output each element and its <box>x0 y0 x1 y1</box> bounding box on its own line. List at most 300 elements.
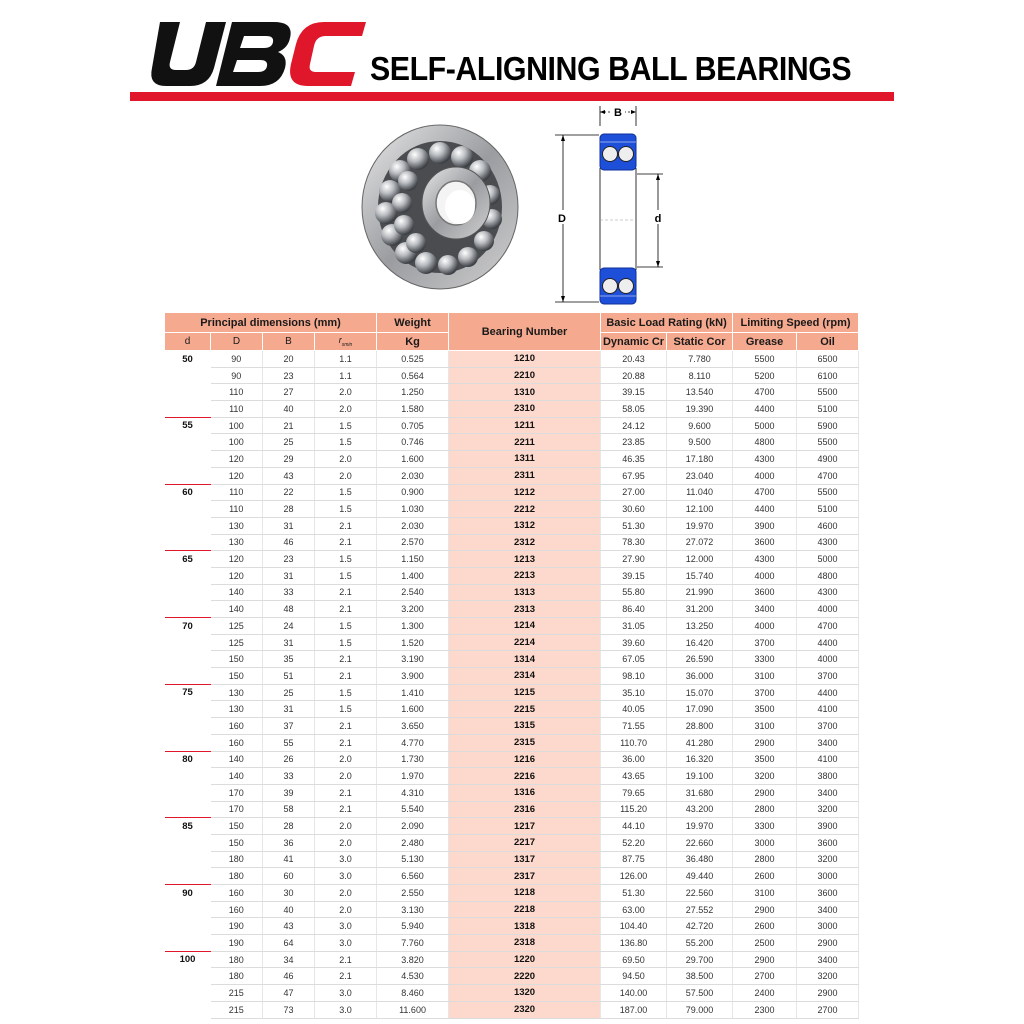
cell-r-smin: 2.1 <box>315 801 377 818</box>
cell-oil-speed: 3400 <box>797 901 859 918</box>
cell-bore-d: 60 <box>165 484 211 501</box>
cell-weight: 0.525 <box>377 351 449 368</box>
cell-bearing-number: 2317 <box>449 868 601 885</box>
table-row <box>165 751 859 768</box>
cell-outer-diameter: 100 <box>211 417 263 434</box>
cell-r-smin: 2.1 <box>315 668 377 685</box>
cell-outer-diameter: 215 <box>211 1001 263 1018</box>
cell-outer-diameter: 150 <box>211 818 263 835</box>
cell-bore-d <box>165 367 211 384</box>
cell-outer-diameter: 120 <box>211 467 263 484</box>
cell-bearing-number: 2313 <box>449 601 601 618</box>
cell-oil-speed: 4700 <box>797 618 859 635</box>
cell-static-cor: 28.800 <box>667 718 733 735</box>
cell-outer-diameter: 110 <box>211 384 263 401</box>
table-row <box>165 434 859 451</box>
cell-grease-speed: 3400 <box>733 601 797 618</box>
cell-width: 43 <box>263 467 315 484</box>
cell-outer-diameter: 125 <box>211 634 263 651</box>
cell-width: 23 <box>263 551 315 568</box>
cell-dynamic-cr: 78.30 <box>601 534 667 551</box>
cell-grease-speed: 4400 <box>733 501 797 518</box>
header-grease: Grease <box>733 333 797 351</box>
cell-bearing-number: 1213 <box>449 551 601 568</box>
cell-dynamic-cr: 63.00 <box>601 901 667 918</box>
cell-dynamic-cr: 104.40 <box>601 918 667 935</box>
cell-weight: 5.940 <box>377 918 449 935</box>
cell-outer-diameter: 110 <box>211 501 263 518</box>
cell-static-cor: 22.660 <box>667 834 733 851</box>
cell-dynamic-cr: 69.50 <box>601 951 667 968</box>
cell-grease-speed: 4000 <box>733 467 797 484</box>
cell-oil-speed: 3400 <box>797 784 859 801</box>
cell-r-smin: 3.0 <box>315 985 377 1002</box>
cell-dynamic-cr: 40.05 <box>601 701 667 718</box>
cell-r-smin: 2.0 <box>315 751 377 768</box>
cell-r-smin: 1.5 <box>315 567 377 584</box>
cell-grease-speed: 4000 <box>733 567 797 584</box>
table-row <box>165 918 859 935</box>
cell-width: 40 <box>263 401 315 418</box>
cell-bore-d <box>165 701 211 718</box>
cell-bearing-number: 2315 <box>449 734 601 751</box>
cell-static-cor: 36.480 <box>667 851 733 868</box>
cell-oil-speed: 5900 <box>797 417 859 434</box>
cell-oil-speed: 4100 <box>797 751 859 768</box>
header-weight-unit: Kg <box>377 333 449 351</box>
cell-r-smin: 1.5 <box>315 701 377 718</box>
header-weight: Weight <box>377 313 449 333</box>
cell-oil-speed: 5500 <box>797 434 859 451</box>
cell-grease-speed: 3300 <box>733 651 797 668</box>
cell-bore-d <box>165 601 211 618</box>
cell-oil-speed: 5000 <box>797 551 859 568</box>
cell-grease-speed: 2800 <box>733 801 797 818</box>
cell-r-smin: 2.0 <box>315 467 377 484</box>
cell-static-cor: 17.090 <box>667 701 733 718</box>
table-row <box>165 818 859 835</box>
table-row <box>165 885 859 902</box>
cell-width: 47 <box>263 985 315 1002</box>
cell-static-cor: 22.560 <box>667 885 733 902</box>
cell-width: 58 <box>263 801 315 818</box>
cell-outer-diameter: 150 <box>211 651 263 668</box>
cell-grease-speed: 3700 <box>733 684 797 701</box>
cell-width: 31 <box>263 701 315 718</box>
cell-bearing-number: 2217 <box>449 834 601 851</box>
cell-r-smin: 2.0 <box>315 451 377 468</box>
cell-weight: 4.770 <box>377 734 449 751</box>
cell-oil-speed: 2900 <box>797 935 859 952</box>
cell-weight: 3.650 <box>377 718 449 735</box>
cell-oil-speed: 3800 <box>797 768 859 785</box>
cell-dynamic-cr: 39.60 <box>601 634 667 651</box>
cell-grease-speed: 3100 <box>733 885 797 902</box>
cell-grease-speed: 2900 <box>733 784 797 801</box>
cell-weight: 0.746 <box>377 434 449 451</box>
cell-weight: 1.250 <box>377 384 449 401</box>
cell-width: 46 <box>263 534 315 551</box>
table-row <box>165 801 859 818</box>
table-row <box>165 484 859 501</box>
cell-weight: 1.150 <box>377 551 449 568</box>
cell-bore-d <box>165 768 211 785</box>
cell-outer-diameter: 130 <box>211 701 263 718</box>
cell-bore-d <box>165 834 211 851</box>
cell-oil-speed: 5500 <box>797 484 859 501</box>
cell-bearing-number: 1310 <box>449 384 601 401</box>
cell-oil-speed: 5100 <box>797 501 859 518</box>
cell-static-cor: 36.000 <box>667 668 733 685</box>
cell-bearing-number: 1215 <box>449 684 601 701</box>
cell-grease-speed: 3500 <box>733 751 797 768</box>
cell-bearing-number: 2212 <box>449 501 601 518</box>
header-d: d <box>165 333 211 351</box>
bearing-spec-table <box>164 312 858 1019</box>
cell-bearing-number: 1216 <box>449 751 601 768</box>
cell-static-cor: 27.072 <box>667 534 733 551</box>
cell-outer-diameter: 130 <box>211 684 263 701</box>
table-row <box>165 501 859 518</box>
cell-width: 20 <box>263 351 315 368</box>
cell-static-cor: 16.420 <box>667 634 733 651</box>
table-row <box>165 851 859 868</box>
cell-static-cor: 9.600 <box>667 417 733 434</box>
cell-dynamic-cr: 30.60 <box>601 501 667 518</box>
cell-r-smin: 1.5 <box>315 618 377 635</box>
cell-width: 31 <box>263 517 315 534</box>
cell-dynamic-cr: 94.50 <box>601 968 667 985</box>
cell-weight: 3.130 <box>377 901 449 918</box>
cell-static-cor: 57.500 <box>667 985 733 1002</box>
cell-grease-speed: 3200 <box>733 768 797 785</box>
cell-static-cor: 19.970 <box>667 517 733 534</box>
cell-outer-diameter: 140 <box>211 751 263 768</box>
cell-static-cor: 29.700 <box>667 951 733 968</box>
cell-weight: 11.600 <box>377 1001 449 1018</box>
table-row <box>165 985 859 1002</box>
cell-outer-diameter: 180 <box>211 851 263 868</box>
cell-r-smin: 1.5 <box>315 684 377 701</box>
cell-r-smin: 1.5 <box>315 484 377 501</box>
cell-width: 73 <box>263 1001 315 1018</box>
table-row <box>165 351 859 368</box>
cell-outer-diameter: 160 <box>211 901 263 918</box>
cell-bearing-number: 2314 <box>449 668 601 685</box>
table-row <box>165 734 859 751</box>
table-row <box>165 534 859 551</box>
cell-weight: 2.090 <box>377 818 449 835</box>
cell-width: 28 <box>263 501 315 518</box>
cell-bearing-number: 1210 <box>449 351 601 368</box>
cell-oil-speed: 2700 <box>797 1001 859 1018</box>
cell-outer-diameter: 180 <box>211 968 263 985</box>
table-row <box>165 401 859 418</box>
cell-weight: 8.460 <box>377 985 449 1002</box>
cell-static-cor: 16.320 <box>667 751 733 768</box>
table-row <box>165 901 859 918</box>
cell-outer-diameter: 120 <box>211 451 263 468</box>
cell-oil-speed: 3200 <box>797 851 859 868</box>
cell-outer-diameter: 140 <box>211 584 263 601</box>
header-dynamic: Dynamic Cr <box>601 333 667 351</box>
cell-width: 25 <box>263 684 315 701</box>
cell-bearing-number: 2220 <box>449 968 601 985</box>
cell-bore-d <box>165 584 211 601</box>
cell-weight: 1.520 <box>377 634 449 651</box>
cell-bore-d <box>165 918 211 935</box>
cell-r-smin: 1.5 <box>315 634 377 651</box>
cell-dynamic-cr: 58.05 <box>601 401 667 418</box>
cell-dynamic-cr: 20.43 <box>601 351 667 368</box>
cell-r-smin: 2.0 <box>315 401 377 418</box>
cell-grease-speed: 2600 <box>733 868 797 885</box>
cell-bore-d <box>165 901 211 918</box>
cell-bearing-number: 2218 <box>449 901 601 918</box>
cell-static-cor: 7.780 <box>667 351 733 368</box>
title-underline <box>130 92 894 101</box>
table-row <box>165 768 859 785</box>
cell-weight: 4.310 <box>377 784 449 801</box>
cell-weight: 1.730 <box>377 751 449 768</box>
cell-dynamic-cr: 51.30 <box>601 517 667 534</box>
cell-dynamic-cr: 44.10 <box>601 818 667 835</box>
cell-weight: 1.400 <box>377 567 449 584</box>
cell-oil-speed: 4000 <box>797 601 859 618</box>
cell-bearing-number: 2215 <box>449 701 601 718</box>
cell-r-smin: 1.5 <box>315 417 377 434</box>
cell-bearing-number: 2316 <box>449 801 601 818</box>
table-row <box>165 517 859 534</box>
cell-r-smin: 1.5 <box>315 551 377 568</box>
cell-static-cor: 19.100 <box>667 768 733 785</box>
cell-width: 22 <box>263 484 315 501</box>
cell-dynamic-cr: 98.10 <box>601 668 667 685</box>
cell-weight: 3.200 <box>377 601 449 618</box>
cell-dynamic-cr: 27.90 <box>601 551 667 568</box>
cell-outer-diameter: 150 <box>211 668 263 685</box>
header-B: B <box>263 333 315 351</box>
cell-weight: 3.900 <box>377 668 449 685</box>
cell-oil-speed: 3200 <box>797 801 859 818</box>
cell-oil-speed: 4400 <box>797 634 859 651</box>
cell-weight: 1.300 <box>377 618 449 635</box>
cell-r-smin: 2.1 <box>315 718 377 735</box>
cell-width: 39 <box>263 784 315 801</box>
cell-weight: 7.760 <box>377 935 449 952</box>
cell-oil-speed: 3600 <box>797 885 859 902</box>
cell-outer-diameter: 160 <box>211 718 263 735</box>
cell-weight: 5.540 <box>377 801 449 818</box>
cell-static-cor: 13.250 <box>667 618 733 635</box>
cell-bore-d <box>165 718 211 735</box>
cell-grease-speed: 3300 <box>733 818 797 835</box>
cell-oil-speed: 3000 <box>797 868 859 885</box>
cell-dynamic-cr: 20.88 <box>601 367 667 384</box>
table-row <box>165 618 859 635</box>
cell-oil-speed: 4400 <box>797 684 859 701</box>
cell-oil-speed: 3000 <box>797 918 859 935</box>
cell-bearing-number: 1317 <box>449 851 601 868</box>
cell-outer-diameter: 160 <box>211 734 263 751</box>
cell-static-cor: 12.100 <box>667 501 733 518</box>
cell-bore-d: 70 <box>165 618 211 635</box>
cell-width: 31 <box>263 634 315 651</box>
cell-oil-speed: 4700 <box>797 467 859 484</box>
cell-bearing-number: 1214 <box>449 618 601 635</box>
cell-grease-speed: 2500 <box>733 935 797 952</box>
cell-bore-d <box>165 1001 211 1018</box>
cell-outer-diameter: 170 <box>211 784 263 801</box>
cell-weight: 2.480 <box>377 834 449 851</box>
cell-dynamic-cr: 55.80 <box>601 584 667 601</box>
cell-oil-speed: 3700 <box>797 718 859 735</box>
cell-outer-diameter: 120 <box>211 567 263 584</box>
cell-bore-d <box>165 868 211 885</box>
cell-bore-d <box>165 451 211 468</box>
cell-bore-d <box>165 968 211 985</box>
cell-dynamic-cr: 87.75 <box>601 851 667 868</box>
cell-bore-d: 80 <box>165 751 211 768</box>
cell-grease-speed: 4700 <box>733 484 797 501</box>
cell-outer-diameter: 90 <box>211 367 263 384</box>
cell-dynamic-cr: 39.15 <box>601 384 667 401</box>
cell-grease-speed: 3600 <box>733 584 797 601</box>
cell-width: 51 <box>263 668 315 685</box>
cell-static-cor: 19.390 <box>667 401 733 418</box>
header-load-rating: Basic Load Rating (kN) <box>601 313 733 333</box>
table-row <box>165 718 859 735</box>
dim-label-d: d <box>654 213 662 225</box>
header-oil: Oil <box>797 333 859 351</box>
cell-grease-speed: 4300 <box>733 551 797 568</box>
table-row <box>165 601 859 618</box>
cell-width: 37 <box>263 718 315 735</box>
table-row <box>165 784 859 801</box>
cell-r-smin: 2.0 <box>315 818 377 835</box>
table-row <box>165 567 859 584</box>
cell-bearing-number: 2216 <box>449 768 601 785</box>
cell-bearing-number: 2312 <box>449 534 601 551</box>
cell-oil-speed: 4300 <box>797 584 859 601</box>
cell-outer-diameter: 150 <box>211 834 263 851</box>
cell-static-cor: 9.500 <box>667 434 733 451</box>
cell-width: 27 <box>263 384 315 401</box>
cell-dynamic-cr: 115.20 <box>601 801 667 818</box>
dim-label-D: D <box>558 213 566 225</box>
cell-bore-d <box>165 651 211 668</box>
table-row <box>165 868 859 885</box>
cell-grease-speed: 3700 <box>733 634 797 651</box>
table-row <box>165 684 859 701</box>
cell-outer-diameter: 190 <box>211 918 263 935</box>
cell-bore-d <box>165 784 211 801</box>
cell-width: 23 <box>263 367 315 384</box>
cell-dynamic-cr: 46.35 <box>601 451 667 468</box>
cell-r-smin: 1.1 <box>315 351 377 368</box>
cell-grease-speed: 3100 <box>733 668 797 685</box>
cell-oil-speed: 3400 <box>797 734 859 751</box>
cell-r-smin: 3.0 <box>315 1001 377 1018</box>
cell-weight: 1.580 <box>377 401 449 418</box>
cell-r-smin: 2.0 <box>315 901 377 918</box>
cell-bearing-number: 1320 <box>449 985 601 1002</box>
cell-outer-diameter: 110 <box>211 484 263 501</box>
cell-weight: 3.820 <box>377 951 449 968</box>
cell-bearing-number: 1312 <box>449 517 601 534</box>
header-r-smin <box>315 333 377 351</box>
cell-static-cor: 23.040 <box>667 467 733 484</box>
cell-static-cor: 31.680 <box>667 784 733 801</box>
cell-static-cor: 12.000 <box>667 551 733 568</box>
table-row <box>165 451 859 468</box>
cell-r-smin: 1.5 <box>315 501 377 518</box>
table-row <box>165 701 859 718</box>
cell-static-cor: 27.552 <box>667 901 733 918</box>
cell-outer-diameter: 215 <box>211 985 263 1002</box>
cell-r-smin: 2.1 <box>315 784 377 801</box>
cell-outer-diameter: 180 <box>211 868 263 885</box>
cell-width: 25 <box>263 434 315 451</box>
cell-grease-speed: 4300 <box>733 451 797 468</box>
cell-grease-speed: 2900 <box>733 951 797 968</box>
header-static: Static Cor <box>667 333 733 351</box>
cell-bearing-number: 1313 <box>449 584 601 601</box>
cell-outer-diameter: 125 <box>211 618 263 635</box>
cell-oil-speed: 4100 <box>797 701 859 718</box>
table-row <box>165 1001 859 1018</box>
cell-width: 28 <box>263 818 315 835</box>
table-row <box>165 951 859 968</box>
cell-weight: 0.705 <box>377 417 449 434</box>
cell-oil-speed: 4300 <box>797 534 859 551</box>
cell-grease-speed: 3000 <box>733 834 797 851</box>
cell-r-smin: 2.1 <box>315 951 377 968</box>
dim-label-b: B <box>614 107 622 119</box>
cell-grease-speed: 2600 <box>733 918 797 935</box>
cell-r-smin: 3.0 <box>315 851 377 868</box>
cell-dynamic-cr: 27.00 <box>601 484 667 501</box>
cell-oil-speed: 4600 <box>797 517 859 534</box>
table-row <box>165 384 859 401</box>
cell-r-smin: 2.0 <box>315 384 377 401</box>
ubc-logo <box>146 18 371 88</box>
cell-width: 36 <box>263 834 315 851</box>
cell-r-smin: 2.0 <box>315 834 377 851</box>
cell-width: 55 <box>263 734 315 751</box>
cell-width: 21 <box>263 417 315 434</box>
header-D: D <box>211 333 263 351</box>
cell-width: 46 <box>263 968 315 985</box>
cell-dynamic-cr: 23.85 <box>601 434 667 451</box>
cell-dynamic-cr: 126.00 <box>601 868 667 885</box>
cell-r-smin: 3.0 <box>315 935 377 952</box>
cell-bore-d: 65 <box>165 551 211 568</box>
table-row <box>165 651 859 668</box>
table-row <box>165 367 859 384</box>
cell-grease-speed: 4000 <box>733 618 797 635</box>
cell-bore-d <box>165 501 211 518</box>
cell-oil-speed: 3400 <box>797 951 859 968</box>
product-title: SELF-ALIGNING BALL BEARINGS <box>370 50 852 87</box>
cell-bore-d: 90 <box>165 885 211 902</box>
cell-oil-speed: 3200 <box>797 968 859 985</box>
cell-weight: 1.970 <box>377 768 449 785</box>
cell-grease-speed: 2900 <box>733 901 797 918</box>
cell-width: 30 <box>263 885 315 902</box>
header-r: r <box>338 335 342 346</box>
cell-dynamic-cr: 31.05 <box>601 618 667 635</box>
